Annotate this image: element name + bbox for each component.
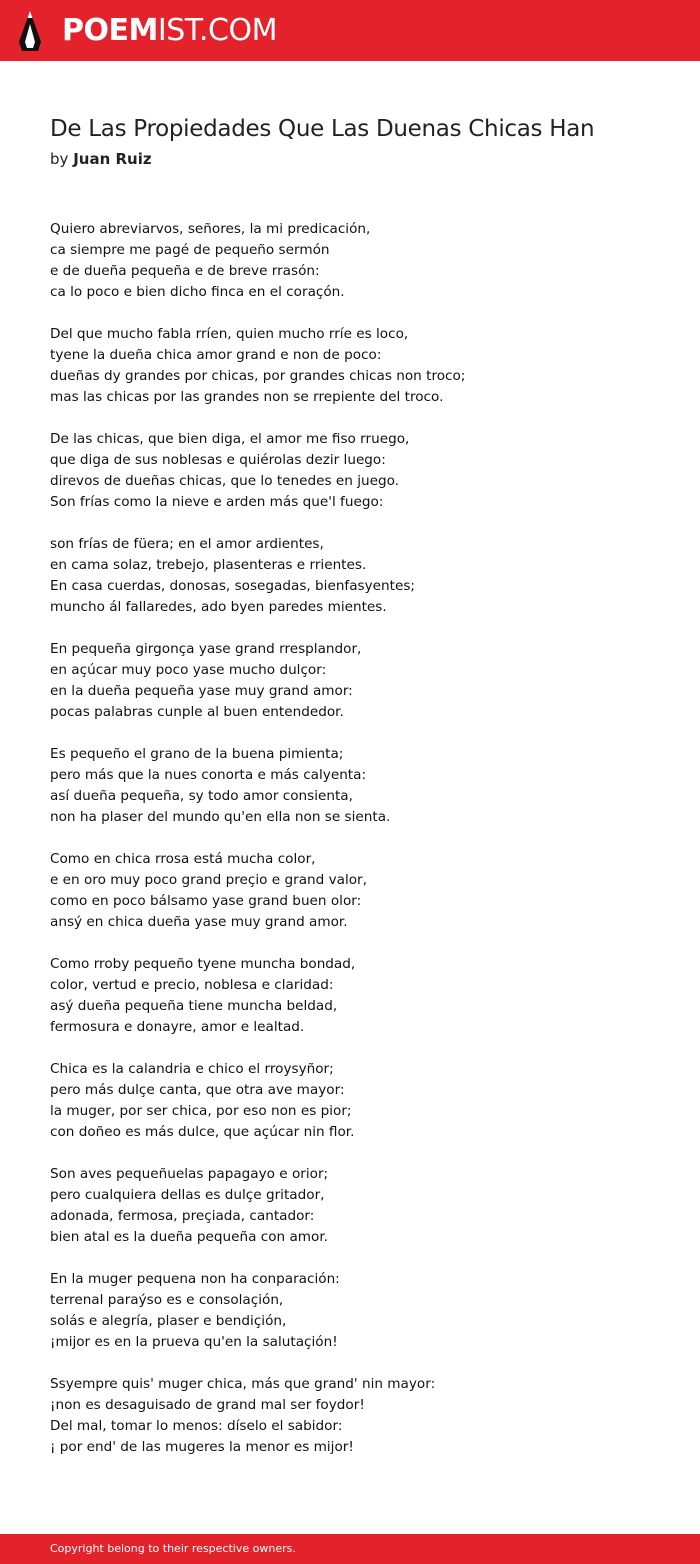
- poem-body: [50, 219, 670, 1479]
- poem-line: En casa cuerdas, donosas, sosegadas, bienfasyentes;: [50, 578, 416, 594]
- site-footer: [0, 1534, 700, 1564]
- poem-line: bien atal es la dueña pequeña con amor.: [50, 1229, 329, 1245]
- poem-title: De Las Propiedades Que Las Duenas Chicas Han: [50, 116, 595, 142]
- poem-line: asý dueña pequeña tiene muncha beldad,: [50, 998, 338, 1014]
- poem-stanza: [50, 534, 670, 618]
- poem-line: Son aves pequeñuelas papagayo e orior;: [50, 1166, 329, 1182]
- poem-line: tyene la dueña chica amor grand e non de poco:: [50, 347, 382, 363]
- poem-line: pero cualquiera dellas es dulçe gritador,: [50, 1187, 325, 1203]
- poem-line: En pequeña girgonça yase grand rresplandor,: [50, 641, 362, 657]
- poem-line: dueñas dy grandes por chicas, por grandes chicas non troco;: [50, 368, 466, 384]
- logo-text-bold: POEM: [62, 13, 158, 48]
- poem-line: fermosura e donayre, amor e lealtad.: [50, 1019, 305, 1035]
- poem-stanza: [50, 849, 670, 933]
- poem-line: adonada, fermosa, preçiada, cantador:: [50, 1208, 315, 1224]
- poem-stanza: [50, 1374, 670, 1458]
- pencil-icon[interactable]: [18, 10, 42, 52]
- poem-line: como en poco bálsamo yase grand buen olor:: [50, 893, 362, 909]
- poem-line: terrenal paraýso es e consolaçión,: [50, 1292, 284, 1308]
- poem-stanza: [50, 639, 670, 723]
- poem-line: Del que mucho fabla rríen, quien mucho rríe es loco,: [50, 326, 409, 342]
- poem-line: pero más dulçe canta, que otra ave mayor:: [50, 1082, 345, 1098]
- poem-line: Chica es la calandria e chico el rroysyñor;: [50, 1061, 334, 1077]
- poem-line: con doñeo es más dulce, que açúcar nin flor.: [50, 1124, 355, 1140]
- poem-line: Como en chica rrosa está mucha color,: [50, 851, 316, 867]
- poem-line: Es pequeño el grano de la buena pimienta;: [50, 746, 344, 762]
- logo-text-light: IST.COM: [157, 13, 277, 48]
- poem-line: pero más que la nues conorta e más calyenta:: [50, 767, 367, 783]
- byline: [50, 150, 152, 168]
- author-name: Juan Ruiz: [73, 150, 152, 168]
- poem-line: Ssyempre quis' muger chica, más que grand' nin mayor:: [50, 1376, 436, 1392]
- poem-stanza: [50, 954, 670, 1038]
- poem-line: Del mal, tomar lo menos: díselo el sabidor:: [50, 1418, 343, 1434]
- poem-stanza: [50, 324, 670, 408]
- poem-line: son frías de füera; en el amor ardientes,: [50, 536, 324, 552]
- poem-stanza: [50, 1164, 670, 1248]
- poem-line: ca lo poco e bien dicho finca en el coraçón.: [50, 284, 345, 300]
- poem-line: e de dueña pequeña e de breve rrasón:: [50, 263, 320, 279]
- poem-line: mas las chicas por las grandes non se rrepiente del troco.: [50, 389, 444, 405]
- poem-line: en açúcar muy poco yase mucho dulçor:: [50, 662, 327, 678]
- poem-line: En la muger pequena non ha conparación:: [50, 1271, 340, 1287]
- poem-line: que diga de sus noblesas e quiérolas dezir luego:: [50, 452, 386, 468]
- poem-line: ¡ por end' de las mugeres la menor es mijor!: [50, 1439, 354, 1455]
- poem-line: muncho ál fallaredes, ado byen paredes mientes.: [50, 599, 387, 615]
- poem-line: ¡non es desaguisado de grand mal ser foydor!: [50, 1397, 365, 1413]
- poem-line: De las chicas, que bien diga, el amor me fiso rruego,: [50, 431, 410, 447]
- copyright-text: Copyright belong to their respective owners.: [50, 1542, 296, 1555]
- poem-line: Como rroby pequeño tyene muncha bondad,: [50, 956, 356, 972]
- poem-line: la muger, por ser chica, por eso non es pior;: [50, 1103, 352, 1119]
- poem-line: ¡mijor es en la prueva qu'en la salutaçión!: [50, 1334, 338, 1350]
- poem-line: Quiero abreviarvos, señores, la mi predicación,: [50, 221, 371, 237]
- by-label: by: [50, 150, 69, 168]
- site-header: [0, 0, 700, 61]
- poem-stanza: [50, 744, 670, 828]
- poem-stanza: [50, 1269, 670, 1353]
- poem-line: en la dueña pequeña yase muy grand amor:: [50, 683, 353, 699]
- poem-line: ansý en chica dueña yase muy grand amor.: [50, 914, 348, 930]
- poem-stanza: [50, 429, 670, 513]
- poem-line: pocas palabras cunple al buen entendedor.: [50, 704, 344, 720]
- poem-line: direvos de dueñas chicas, que lo tenedes en juego.: [50, 473, 399, 489]
- site-logo[interactable]: [62, 12, 277, 50]
- poem-stanza: [50, 219, 670, 303]
- poem-line: solás e alegría, plaser e bendiçión,: [50, 1313, 287, 1329]
- poem-line: non ha plaser del mundo qu'en ella non se sienta.: [50, 809, 391, 825]
- poem-line: ca siempre me pagé de pequeño sermón: [50, 242, 330, 258]
- poem-line: color, vertud e precio, noblesa e claridad:: [50, 977, 334, 993]
- poem-line: en cama solaz, trebejo, plasenteras e rrientes.: [50, 557, 367, 573]
- poem-stanza: [50, 1059, 670, 1143]
- poem-line: e en oro muy poco grand preçio e grand valor,: [50, 872, 367, 888]
- poem-line: así dueña pequeña, sy todo amor consienta,: [50, 788, 353, 804]
- poem-line: Son frías como la nieve e arden más que'l fuego:: [50, 494, 384, 510]
